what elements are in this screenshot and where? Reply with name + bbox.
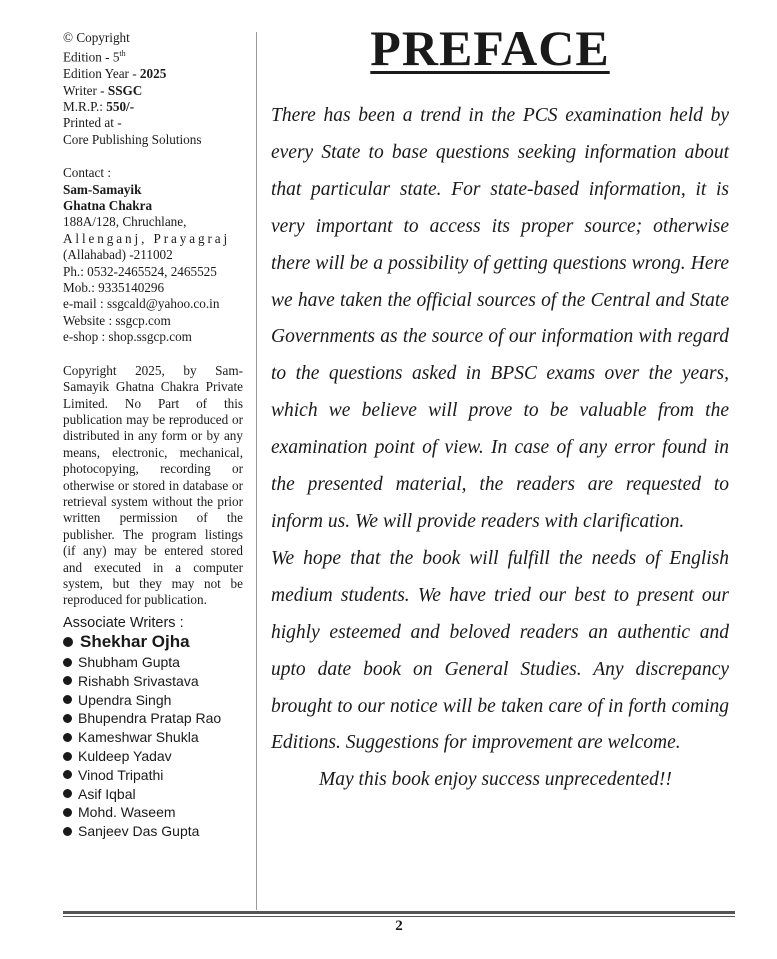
contact-org-line1: Sam-Samayik bbox=[63, 181, 142, 197]
bullet-icon bbox=[63, 752, 72, 761]
page-number: 2 bbox=[395, 918, 403, 934]
writer-name: Upendra Singh bbox=[78, 691, 172, 708]
writer-item bbox=[63, 747, 243, 766]
writer-line bbox=[63, 83, 243, 99]
bullet-icon bbox=[63, 658, 72, 667]
writer-item bbox=[63, 690, 243, 709]
writer-name: Asif Iqbal bbox=[78, 785, 136, 802]
writer-item bbox=[63, 784, 243, 803]
writer-item bbox=[63, 709, 243, 728]
preface-body bbox=[271, 98, 729, 799]
edition-line bbox=[63, 46, 243, 66]
writer-item bbox=[63, 672, 243, 691]
writer-name: Mohd. Waseem bbox=[78, 804, 176, 821]
edition-sup: th bbox=[119, 49, 126, 59]
associate-writers-list bbox=[63, 632, 243, 841]
bullet-icon bbox=[63, 714, 72, 723]
printed-at-label: Printed at - bbox=[63, 115, 122, 131]
footer-rule bbox=[63, 911, 735, 914]
edition-year: 2025 bbox=[139, 66, 167, 82]
contact-phone: Ph.: 0532-2465524, 2465525 bbox=[63, 263, 217, 279]
bullet-icon bbox=[63, 733, 72, 742]
imprint-column bbox=[63, 30, 243, 841]
writer-name: Bhupendra Pratap Rao bbox=[78, 710, 222, 727]
bullet-icon bbox=[63, 637, 73, 647]
contact-org-line2: Ghatna Chakra bbox=[63, 198, 153, 214]
writer-item bbox=[63, 803, 243, 822]
writer-item bbox=[63, 653, 243, 672]
mrp: 550/- bbox=[106, 99, 135, 115]
preface-title: PREFACE bbox=[370, 20, 610, 76]
address-line1: 188A/128, Chruchlane, bbox=[63, 214, 187, 230]
writer-name: Rishabh Srivastava bbox=[78, 672, 199, 689]
bullet-icon bbox=[63, 827, 72, 836]
writer-item bbox=[63, 728, 243, 747]
contact-email: e-mail : ssgcald@yahoo.co.in bbox=[63, 296, 220, 312]
writer-name: Shekhar Ojha bbox=[80, 632, 190, 652]
mrp-line bbox=[63, 99, 243, 115]
bullet-icon bbox=[63, 676, 72, 685]
edition-label: Edition - 5 bbox=[63, 49, 120, 65]
associate-writers-heading: Associate Writers : bbox=[63, 614, 184, 631]
preface-closing: May this book enjoy success unprecedented!! bbox=[319, 769, 672, 791]
bullet-icon bbox=[63, 695, 72, 704]
writer-name: Sanjeev Das Gupta bbox=[78, 823, 200, 840]
writer: SSGC bbox=[107, 82, 143, 98]
contact-heading: Contact : bbox=[63, 165, 111, 181]
copyright-label: © Copyright bbox=[63, 30, 130, 45]
writer-name: Shubham Gupta bbox=[78, 653, 180, 670]
contact-mobile: Mob.: 9335140296 bbox=[63, 280, 165, 296]
contact-website: Website : ssgcp.com bbox=[63, 312, 171, 328]
writer-item bbox=[63, 766, 243, 785]
preface-paragraph-2: We hope that the book will fulfill the needs of English medium students. We have tried our best to present our highly esteemed and beloved readers an authentic and upto date book on General Studies. Any discrepancy brought to our notice will be taken care of in forth coming Editions. Suggestions for improvement are welcome. bbox=[271, 547, 729, 754]
writer-item bbox=[63, 632, 243, 653]
mrp-label: M.R.P.: bbox=[63, 99, 107, 115]
printer-name: Core Publishing Solutions bbox=[63, 131, 202, 147]
writer-name: Kuldeep Yadav bbox=[78, 747, 172, 764]
edition-year-label: Edition Year - bbox=[63, 66, 140, 82]
contact-eshop: e-shop : shop.ssgcp.com bbox=[63, 329, 192, 345]
bullet-icon bbox=[63, 789, 72, 798]
writer-name: Kameshwar Shukla bbox=[78, 729, 199, 746]
bullet-icon bbox=[63, 770, 72, 779]
writer-item bbox=[63, 822, 243, 841]
bullet-icon bbox=[63, 808, 72, 817]
edition-year-line bbox=[63, 66, 243, 82]
address-line3: (Allahabad) -211002 bbox=[63, 247, 173, 263]
writer-label: Writer - bbox=[63, 82, 108, 98]
address-line2: Allenganj, Prayagraj bbox=[63, 230, 231, 246]
writer-name: Vinod Tripathi bbox=[78, 766, 164, 783]
legal-notice: Copyright 2025, by Sam-Samayik Ghatna Chakra Private Limited. No Part of this publication may be reproduced or distributed in any form or by any means, electronic, mechanical, photocopying, recording or otherwise or stored in database or retrieval system without the prior written permission of the publisher. The program listings (if any) may be entered stored and executed in a computer system, but they may not be reproduced for publication. bbox=[63, 362, 243, 608]
column-divider bbox=[256, 32, 257, 910]
preface-paragraph-1: There has been a trend in the PCS examination held by every State to base questions seeking information about that particular state. For state-based information, it is very important to access its proper source; otherwise there will be a possibility of getting questions wrong. Here we have taken the official sources of the Central and State Governments as the source of our information with regard to the questions asked in BPSC exams over the years, which we believe will prove to be valuable from the examination point of view. In case of any error found in the presented material, the readers are requested to inform us. We will provide readers with clarification. bbox=[271, 105, 729, 532]
